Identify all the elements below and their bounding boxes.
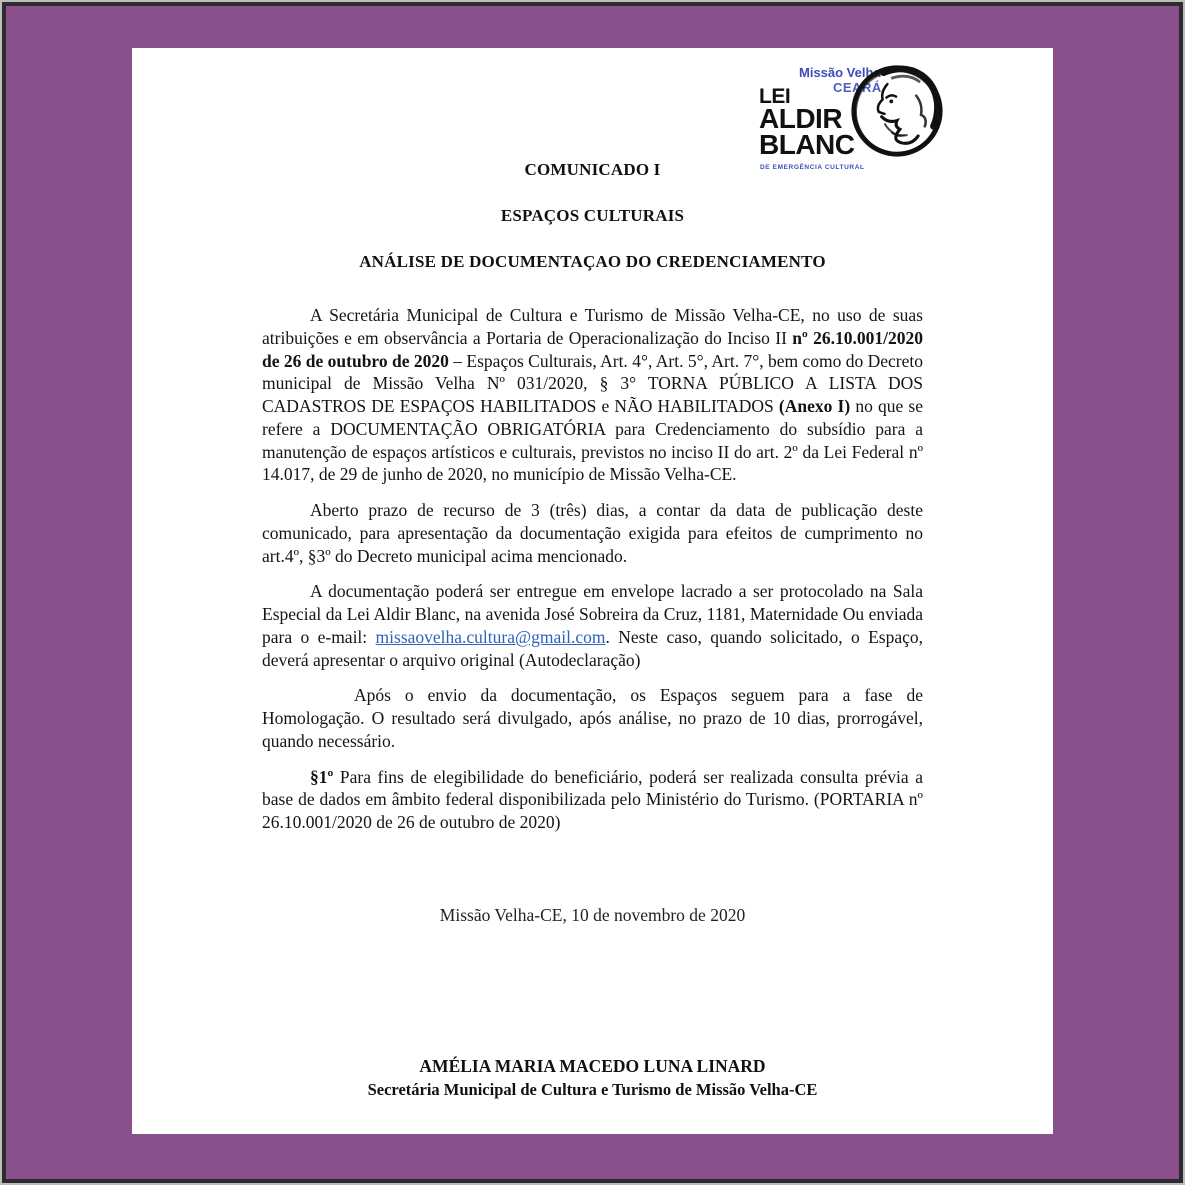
logo-word-lei: LEI [759, 85, 791, 108]
document-body [262, 304, 923, 927]
paragraph [262, 499, 923, 567]
email-link[interactable]: missaovelha.cultura@gmail.com [375, 626, 606, 647]
logo-state-label: CEARÁ [833, 80, 882, 95]
paragraph [262, 684, 923, 752]
paragraph [262, 766, 923, 834]
logo-tagline: DE EMERGÊNCIA CULTURAL [760, 164, 865, 171]
text-run: Aberto prazo de recurso de 3 (três) dias, a contar da data de publicação deste comunicado, para apresentação da documentação exigida para efeitos de cumprimento no art.4º, §3º do Decreto municipal acima mencionado. [262, 500, 923, 566]
date-line: Missão Velha-CE, 10 de novembro de 2020 [439, 904, 746, 925]
heading-analise-documentacao: ANÁLISE DE DOCUMENTAÇAO DO CREDENCIAMENTO [359, 252, 826, 271]
lei-aldir-blanc-logo [757, 63, 945, 171]
heading-comunicado: COMUNICADO I [524, 160, 661, 179]
logo-word-aldir: ALDIR [759, 103, 843, 135]
text-run: A documentação poderá ser entregue em envelope lacrado a ser protocolado na Sala Especial da Lei Aldir Blanc, na avenida José Sobreira da Cruz, 1181, Maternidade Ou enviada para o e-mail: [262, 581, 923, 647]
text-run: . Neste caso, quando solicitado, o Espaço, deverá apresentar o arquivo original (Autodeclaração) [262, 626, 923, 670]
paragraph [262, 304, 923, 486]
text-run: A Secretária Municipal de Cultura e Turismo de Missão Velha-CE, no uso de suas atribuições e em observância a Portaria de Operacionalização do Inciso II [262, 305, 923, 348]
bold-text: (Anexo I) [778, 396, 851, 416]
text-run: – Espaços Culturais, Art. 4°, Art. 5°, Art. 7°, bem como do Decreto municipal de Missão Velha Nº 031/2020, § 3° TORNA PÚBLICO A LISTA DOS CADASTROS DE ESPAÇOS HABILITADOS e NÃO HABILITADOS [262, 350, 923, 416]
signature-block [132, 1056, 1053, 1100]
text-run: Após o envio da documentação, os Espaços seguem para a fase de Homologação. O resultado será divulgado, após análise, no prazo de 10 dias, prorrogável, quando necessário. [262, 685, 923, 751]
purple-background [2, 2, 1183, 1183]
text-run: no que se refere a DOCUMENTAÇÃO OBRIGATÓRIA para Credenciamento do subsídio para a manutenção de espaços artísticos e culturais, previstos no inciso II do art. 2º da Lei Federal nº 14.017, de 29 de junho de 2020, no município de Missão Velha-CE. [262, 396, 923, 485]
paragraph [262, 580, 923, 671]
logo-city-label: Missão Velha [799, 65, 881, 80]
logo-word-blanc: BLANC [759, 129, 855, 161]
bold-text: §1º [310, 766, 334, 787]
text-run: Para fins de elegibilidade do beneficiário, poderá ser realizada consulta prévia a base de dados em âmbito federal disponibilizada pelo Ministério do Turismo. (PORTARIA nº 26.10.001/2020 de 26 de outubro de 2020) [262, 766, 923, 832]
logo-wordmark [759, 85, 855, 161]
signature-name: AMÉLIA MARIA MACEDO LUNA LINARD [419, 1056, 766, 1076]
heading-espacos-culturais: ESPAÇOS CULTURAIS [500, 206, 685, 225]
bold-text: nº 26.10.001/2020 de 26 de outubro de 2020 [262, 327, 923, 371]
signature-role: Secretária Municipal de Cultura e Turismo de Missão Velha-CE [367, 1080, 818, 1099]
aldir-blanc-portrait-icon [849, 63, 945, 159]
document-page [132, 48, 1053, 1134]
